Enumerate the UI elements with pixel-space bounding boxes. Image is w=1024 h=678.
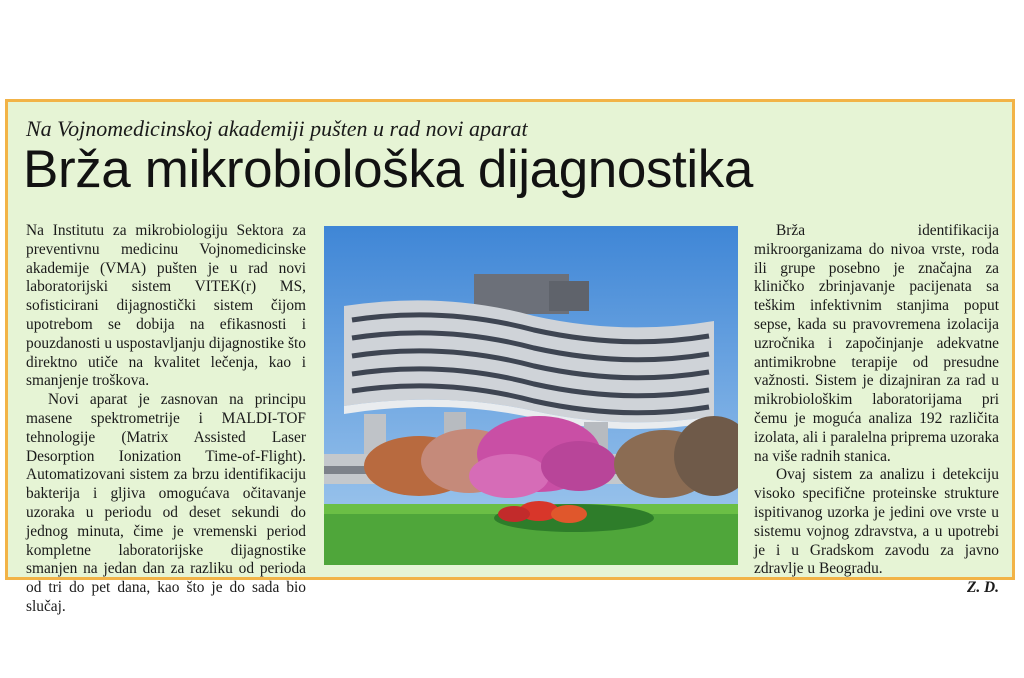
- right-column: [754, 222, 999, 598]
- left-paragraph-1: Na Institutu za mikrobiologiju Sektora za preventivnu medicinu Vojnomedicinske akademije (VMA) pušten je u rad novi laboratorijski sistem VITEK(r) MS, sofisticirani dijagnostički sistem čijom upotrebom se dobija na efikasnosti i pouzdanosti u uspostavljanju dijagnostike što direktno utiče na kvalitet lečenja, kao i smanjenje troškova.: [26, 222, 306, 390]
- hospital-photo: [324, 226, 738, 565]
- author-signature: Z. D.: [966, 579, 999, 597]
- right-paragraph-1: Brža identifikacija mikroorganizama do nivoa vrste, roda ili grupe posebno je značajna za kliničko zbrinjavanje pacijenata sa teškim infektivnim stanjima poput sepse, kada su pravovremena izolacija uzročnika i započinjanje adekvatne antimikrobne terapije od presudne važnosti. Sistem je dizajniran za rad u mikrobiološkim laboratorijama pri čemu je moguća analiza 192 različita izolata, ali i paralelna priprema uzoraka na više radnih stanica.: [754, 222, 999, 465]
- left-paragraph-2: Novi aparat je zasnovan na principu masene spektrometrije i MALDI-TOF tehnologije (Matrix Assisted Laser Desorption Ionization Time-of-Flight). Automatizovani sistem za brzu identifikaciju bakterija i gljiva omogućava očitavanje uzoraka u periodu od deset sekundi do jednog minuta, čime je vremenski period kompletne laboratorijske dijagnostike smanjen na jedan dan za razliku od perioda od tri do pet dana, kao što je do sada bio slučaj.: [26, 391, 306, 615]
- article-kicker: Na Vojnomedicinskoj akademiji pušten u rad novi aparat: [26, 116, 528, 141]
- article-headline: Brža mikrobiološka dijagnostika: [23, 140, 753, 199]
- left-column: [26, 222, 306, 617]
- right-paragraph-2: Ovaj sistem za analizu i detekciju visoko specifične proteinske strukture ispitivanog uzorka je jedini ove vrste u sistemu vojnog zdravstva, a u upotrebi je i u Gradskom zavodu za javno zdravlje u Beogradu.: [754, 466, 999, 578]
